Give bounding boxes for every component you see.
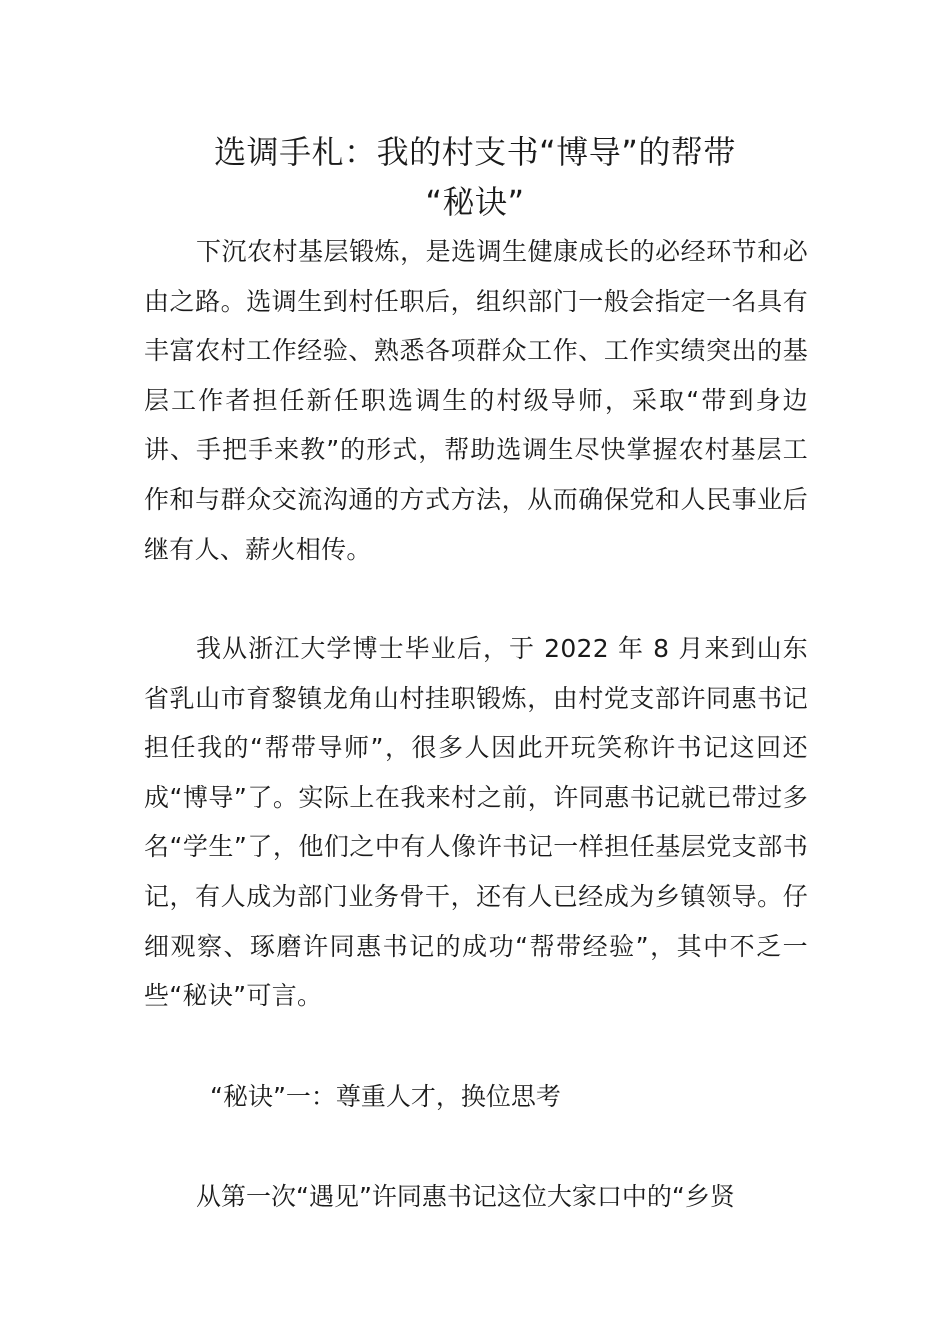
paragraph-background: 我从浙江大学博士毕业后，于 2022 年 8 月来到山东省乳山市育黎镇龙角山村挂职锻炼，由村党支部许同惠书记担任我的“帮带导师”，很多人因此开玩笑称许书记这回还成“博导”了。实际上在我来村之前，许同惠书记就已带过多名“学生”了，他们之中有人像许书记一样担任基层党支部书记，有人成为部门业务骨干，还有人已经成为乡镇领导。仔细观察、琢磨许同惠书记的成功“帮带经验”，其中不乏一些“秘诀”可言。 [144, 634, 808, 1011]
paragraph-intro: 下沉农村基层锻炼，是选调生健康成长的必经环节和必由之路。选调生到村任职后，组织部门一般会指定一名具有丰富农村工作经验、熟悉各项群众工作、工作实绩突出的基层工作者担任新任职选调生的村级导师，采取“带到身边讲、手把手来教”的形式，帮助选调生尽快掌握农村基层工作和与群众交流沟通的方式方法，从而确保党和人民事业后继有人、薪火相传。 [144, 237, 808, 564]
document-title-line-1: 选调手札：我的村支书“博导”的帮带 [214, 133, 736, 171]
paragraph-section-one-start: 从第一次“遇见”许同惠书记这位大家口中的“乡贤 [196, 1182, 735, 1211]
document-title-line-2: “秘诀” [425, 183, 525, 221]
section-subheading: “秘诀”一：尊重人才，换位思考 [210, 1082, 561, 1111]
